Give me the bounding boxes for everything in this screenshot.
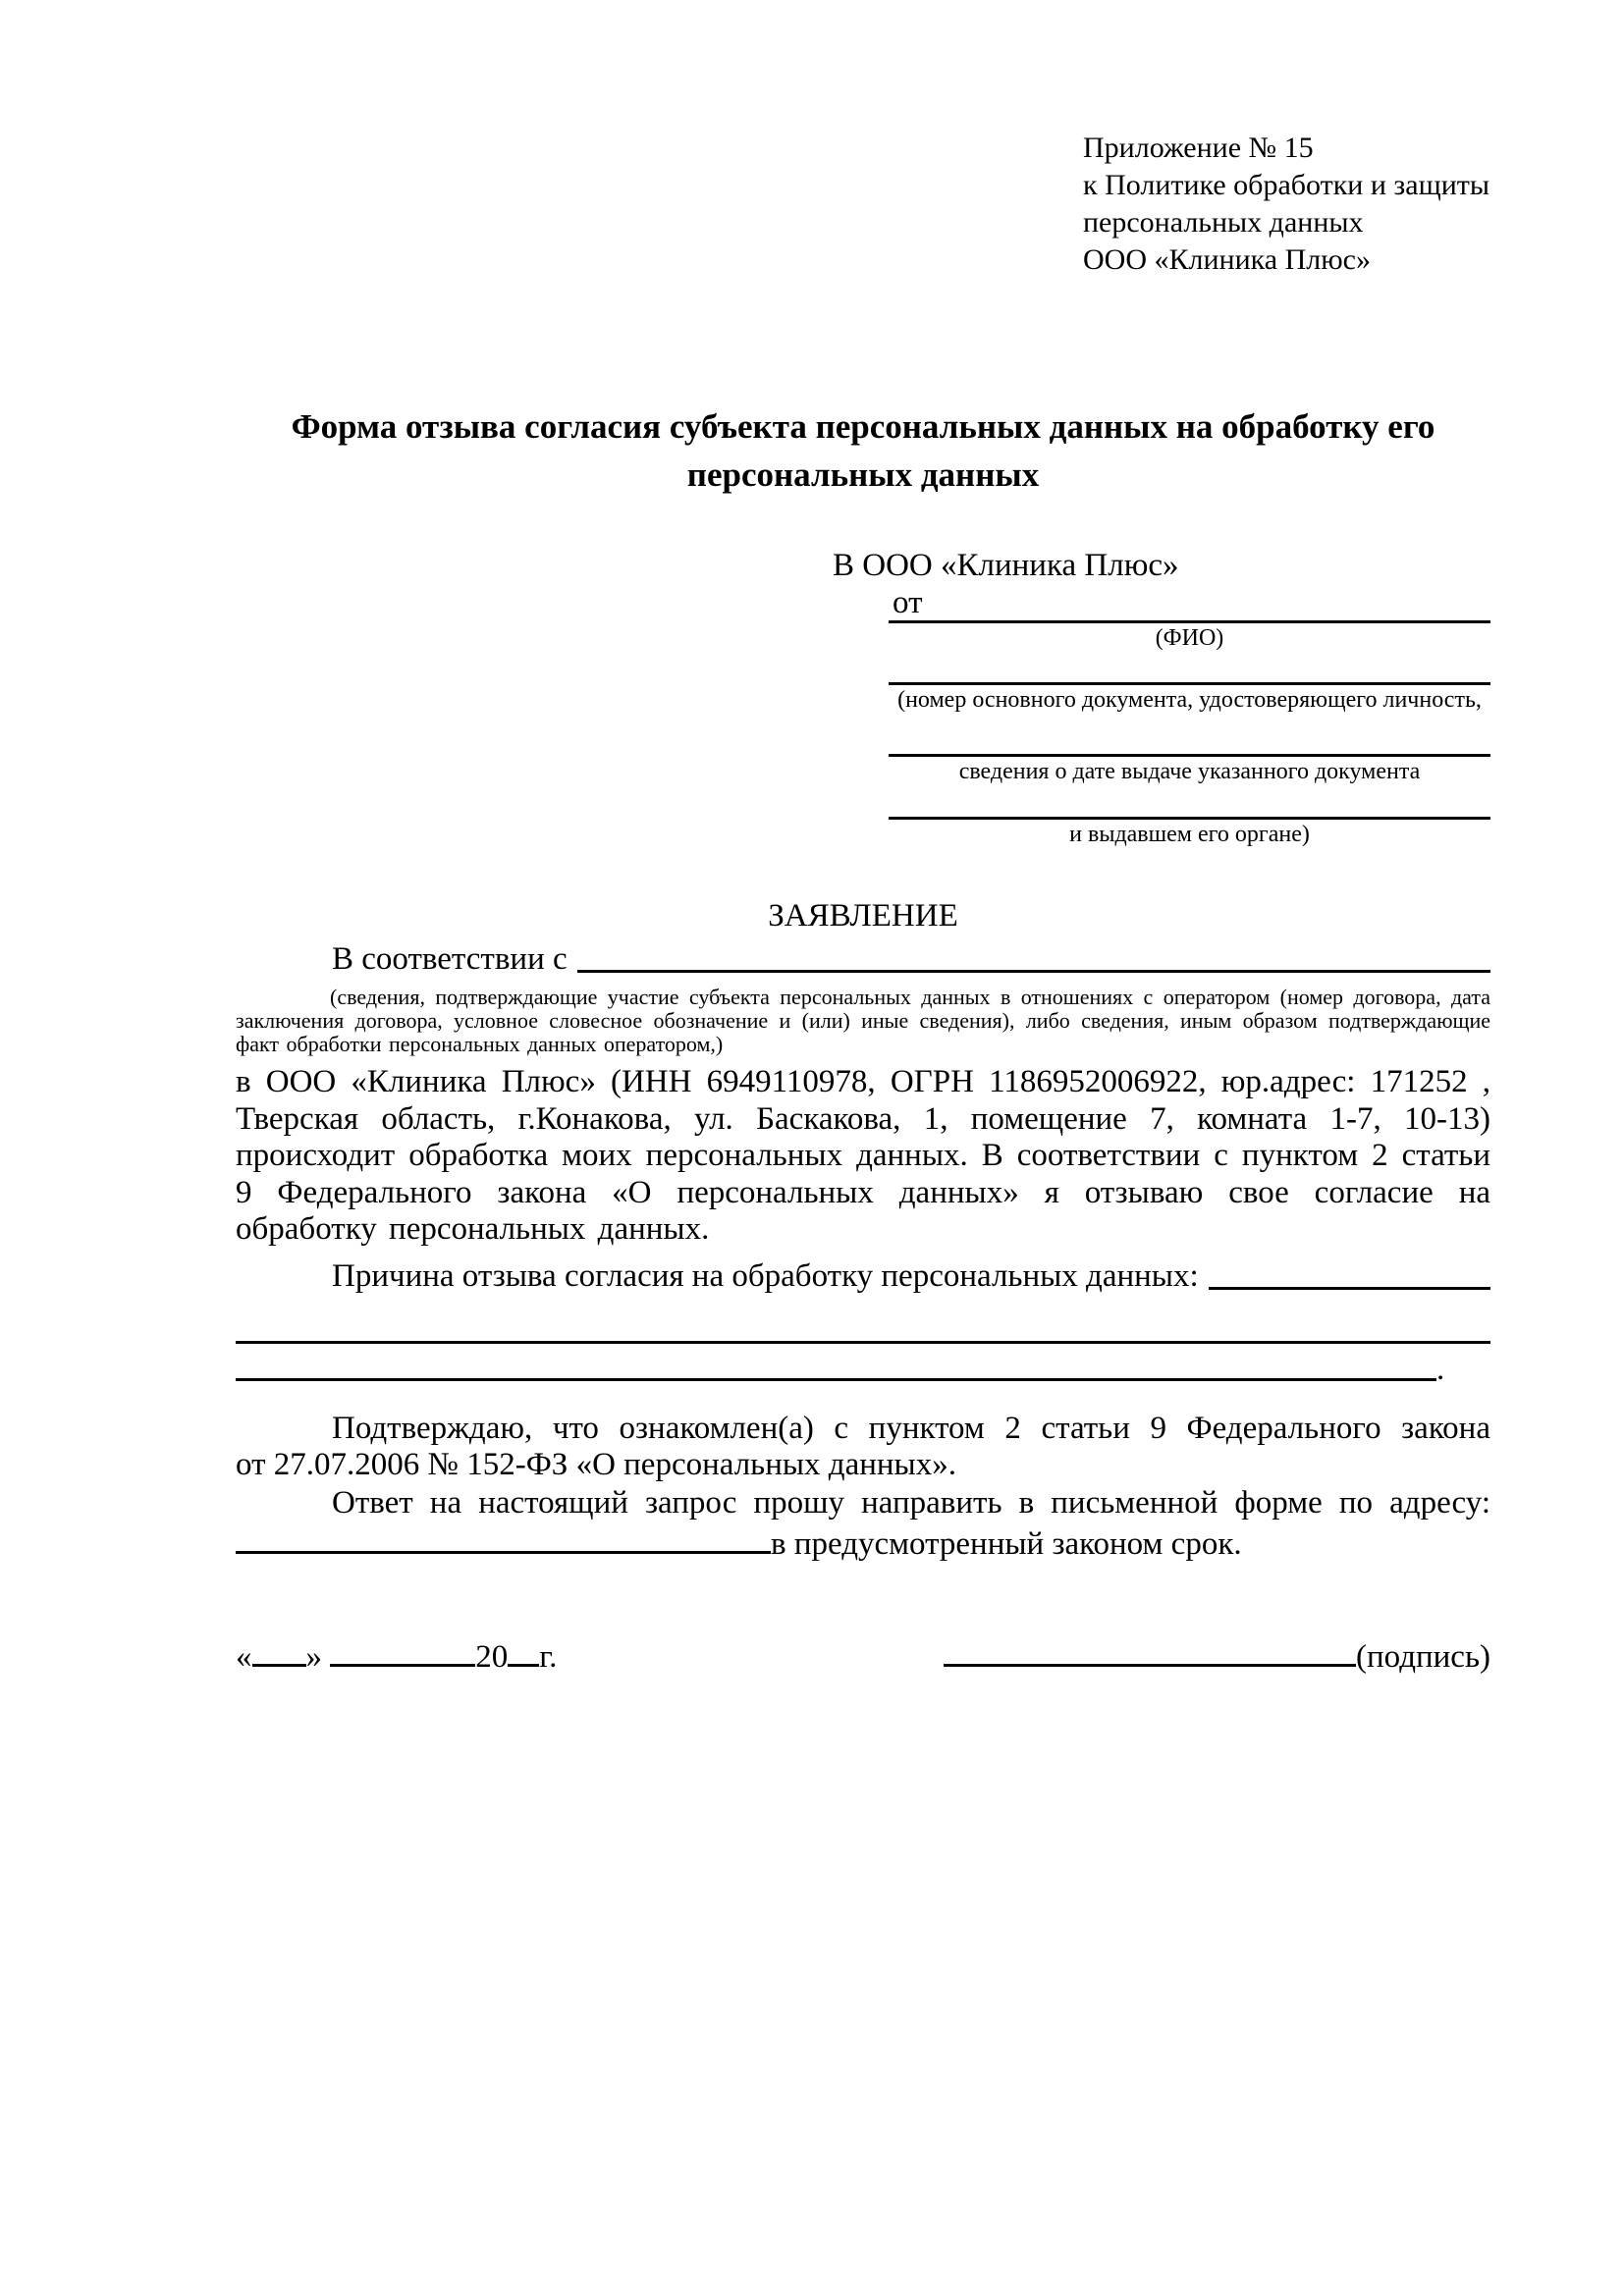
issue-date-caption: сведения о дате выдаче указанного документа <box>958 759 1421 784</box>
reason-label: Причина отзыва согласия на обработку персональных данных: <box>332 1257 1199 1294</box>
day-blank <box>252 1634 306 1667</box>
addressee-block <box>833 546 1490 849</box>
intro-footnote: (сведения, подтверждающие участие субъекта персональных данных в отношениях с оператором (номер договора, дата заключения договора, условное словесное обозначение и (или) иные сведения), либо сведения, иным образом подтверждающие факт обработки персональных данных оператором,) <box>236 985 1490 1056</box>
reason-blank-line-3 <box>236 1351 1490 1387</box>
date-field <box>236 1634 557 1676</box>
document-title: Форма отзыва согласия субъекта персональных данных на обработку его персональных данных <box>291 407 1435 494</box>
confirm-paragraph <box>236 1411 1490 1484</box>
date-signature-row <box>236 1634 1490 1676</box>
appendix-header <box>1083 130 1490 279</box>
reason-blank-line-2 <box>236 1341 1490 1344</box>
year-prefix: 20 <box>475 1638 509 1675</box>
confirm-line-1: Подтверждаю, что ознакомлен(а) с пунктом 2 статьи 9 Федерального закона <box>332 1410 1490 1446</box>
confirm-line-2: от 27.07.2006 № 152-ФЗ «О персональных данных». <box>236 1447 956 1482</box>
reply-line-2-text: в предусмотренный законом срок. <box>771 1526 1242 1562</box>
signature-caption: (подпись) <box>1356 1638 1490 1675</box>
reason-end-period: . <box>1436 1351 1445 1387</box>
signature-blank-line <box>944 1634 1356 1667</box>
date-quote-open: « <box>236 1638 252 1675</box>
reply-address-blank-line <box>236 1522 771 1554</box>
reply-line-2 <box>236 1522 1490 1564</box>
reply-line-1: Ответ на настоящий запрос прошу направить в письменной форме по адресу: <box>332 1484 1490 1521</box>
appendix-header-line-1: Приложение № 15 <box>1083 132 1314 164</box>
intro-label: В соответствии с <box>332 941 568 977</box>
year-suffix: г. <box>539 1638 558 1675</box>
reason-line <box>236 1257 1490 1295</box>
fio-caption: (ФИО) <box>1155 625 1224 651</box>
issuing-authority-caption: и выдавшем его органе) <box>1069 822 1310 847</box>
addressee-from-label: от <box>893 585 923 620</box>
document-number-caption: (номер основного документа, удостоверяющего личность, <box>897 687 1482 713</box>
reason-blank-line-3-rule <box>236 1378 1436 1381</box>
reply-paragraph <box>236 1485 1490 1564</box>
appendix-header-line-4: ООО «Клиника Плюс» <box>1083 243 1371 276</box>
statement-heading: ЗАЯВЛЕНИЕ <box>768 898 958 934</box>
addressee-to: В ООО «Клиника Плюс» <box>833 548 1179 583</box>
intro-blank-line <box>577 970 1490 973</box>
year-blank <box>508 1634 539 1667</box>
appendix-header-line-3: персональных данных <box>1083 206 1364 239</box>
date-quote-close: » <box>305 1638 322 1675</box>
signature-field <box>944 1634 1490 1676</box>
month-blank <box>330 1634 475 1667</box>
reason-blank-line <box>1209 1287 1490 1290</box>
statement-body: в ООО «Клиника Плюс» (ИНН 6949110978, ОГРН 1186952006922, юр.адрес: 171252 , Тверская область, г.Конакова, ул. Баскакова, 1, помещение 7, комната 1-7, 10-13) происходит обработка моих персональных данных. В соответствии с пунктом 2 статьи 9 Федерального закона «О персональных данных» я отзываю свое согласие на обработку персональных данных. <box>236 1064 1490 1247</box>
intro-line <box>236 940 1490 978</box>
appendix-header-line-2: к Политике обработки и защиты <box>1083 169 1490 201</box>
document-content <box>236 130 1490 1676</box>
